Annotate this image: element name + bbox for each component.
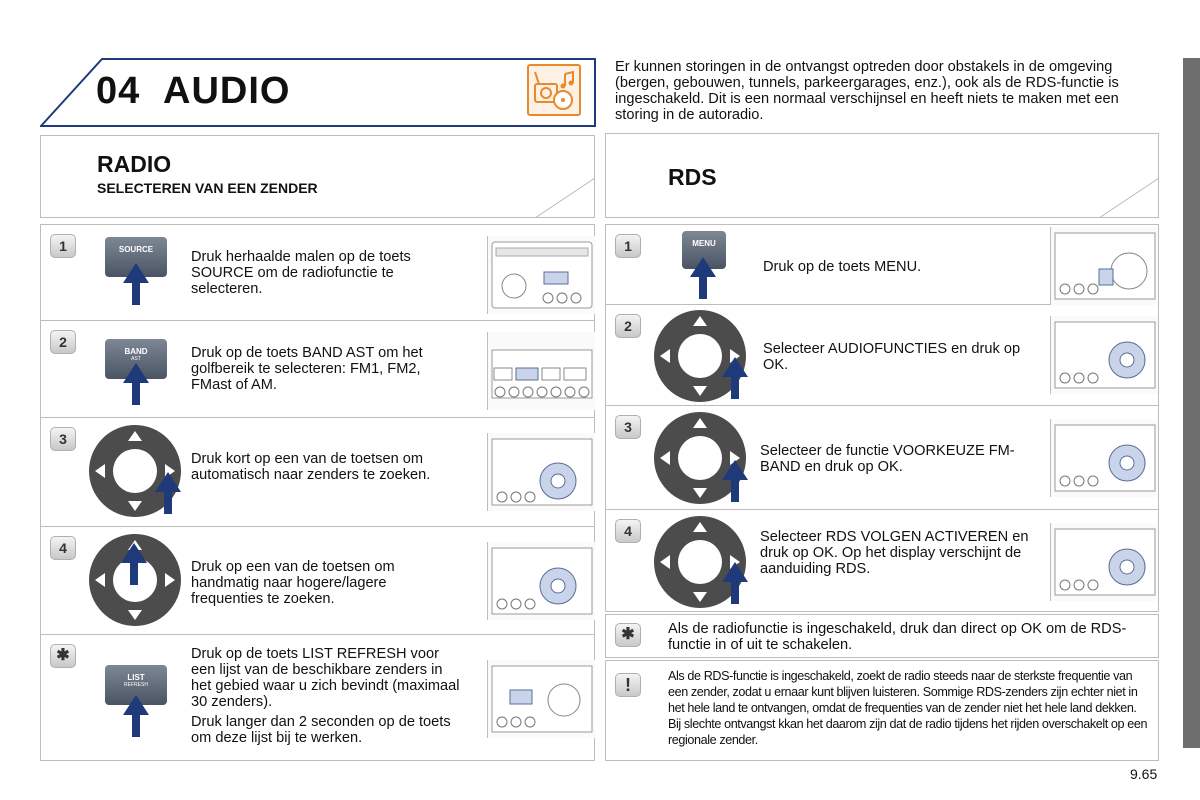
rds-step-3 [606, 406, 1158, 510]
source-key-illustration: SOURCE [105, 237, 167, 277]
step-number-badge: 2 [615, 314, 641, 338]
rds-warning-note [605, 660, 1159, 761]
rds-step-1 [606, 225, 1158, 305]
step-text-paragraph: Druk langer dan 2 seconden op de toets om deze lijst bij te werken. [191, 714, 451, 746]
radio-step-1 [41, 225, 594, 321]
audio-cd-radio-icon [527, 64, 581, 116]
step-number-badge: 3 [50, 427, 76, 451]
radio-panel-thumbnail [487, 660, 595, 738]
step-text: Selecteer AUDIOFUNCTIES en druk op OK. [763, 341, 1021, 373]
radio-step-list-refresh [41, 635, 594, 762]
press-arrow-icon [121, 361, 151, 407]
step-number-badge: 1 [615, 234, 641, 258]
press-arrow-icon [688, 255, 718, 301]
list-refresh-key-illustration: LIST REFRESH [105, 665, 167, 705]
radio-panel-thumbnail [1050, 419, 1158, 497]
press-arrow-icon [121, 693, 151, 739]
chapter-title: AUDIO [163, 70, 291, 112]
radio-steps [40, 224, 595, 761]
step-text: Druk op een van de toetsen om handmatig naar hogere/lagere frequenties te zoeken. [191, 559, 395, 607]
step-number-badge: 4 [50, 536, 76, 560]
radio-panel-thumbnail [487, 236, 595, 314]
radio-panel-thumbnail [1050, 316, 1158, 394]
press-arrow-icon [119, 541, 149, 587]
step-text: Druk op de toets MENU. [763, 259, 922, 275]
warning-exclamation-icon: ! [615, 673, 641, 697]
press-arrow-icon [121, 261, 151, 307]
rds-step-4 [606, 510, 1158, 613]
rds-tip-note [605, 614, 1159, 658]
press-arrow-icon [720, 560, 750, 606]
step-text: Druk kort op een van de toetsen om automatisch naar zenders te zoeken. [191, 451, 431, 483]
step-number-badge: 3 [615, 415, 641, 439]
step-text: Druk op de toets BAND AST om het golfbereik te selecteren: FM1, FM2, FMast of AM. [191, 345, 423, 393]
radio-subtitle: SELECTEREN VAN EEN ZENDER [97, 180, 318, 196]
radio-panel-thumbnail [1050, 523, 1158, 601]
page-fold-corner [1099, 178, 1159, 218]
page-number: 9.65 [1130, 766, 1158, 782]
step-text: Druk herhaalde malen op de toets SOURCE om de radiofunctie te selecteren. [191, 249, 411, 297]
step-text-paragraph: Druk op de toets LIST REFRESH voor een lijst van de beschikbare zenders in het gebied waar u zich bevindt (maximaal 30 zenders). [191, 646, 460, 710]
radio-panel-thumbnail [487, 433, 595, 511]
radio-step-3 [41, 418, 594, 527]
tip-icon: ✱ [615, 623, 641, 647]
step-number-badge: 4 [615, 519, 641, 543]
menu-key-illustration: MENU [682, 231, 726, 269]
chapter-side-tab [1183, 58, 1200, 748]
press-arrow-icon [720, 355, 750, 401]
warning-text: Als de RDS-functie is ingeschakeld, zoekt de radio steeds naar de sterkste frequentie van een zender, zodat u ernaar kunt blijven luisteren. Sommige RDS-zenders zijn echter niet in het hele land te ontvangen, omdat de frequenties van de zender niet het hele land dekken. Bij slechte ontvangst kkan het daarom zijn dat de radio tijdens het rijden overschakelt op een regionale zender. [668, 669, 1148, 747]
press-arrow-icon [153, 470, 183, 516]
intro-paragraph: Er kunnen storingen in de ontvangst optreden door obstakels in de omgeving (bergen, gebouwen, tunnels, parkeergarages, enz.), ook als de RDS-functie is ingeschakeld. Dit is een normaal verschijnsel en heeft niets te maken met een storing in de autoradio. [615, 59, 1119, 123]
step-number-badge: 1 [50, 234, 76, 258]
band-key-illustration: BAND AST [105, 339, 167, 379]
tip-icon: ✱ [50, 644, 76, 668]
rds-step-2 [606, 305, 1158, 406]
rds-steps [605, 224, 1159, 612]
radio-step-4 [41, 527, 594, 635]
rds-title: RDS [668, 164, 717, 190]
chapter-number: 04 [96, 70, 141, 112]
tip-text: Als de radiofunctie is ingeschakeld, druk dan direct op OK om de RDS-functie in of uit te schakelen. [668, 621, 1127, 653]
radio-panel-thumbnail [487, 332, 595, 410]
step-text: Selecteer RDS VOLGEN ACTIVEREN en druk op OK. Op het display verschijnt de aanduiding RDS. [760, 529, 1029, 577]
press-arrow-icon [720, 458, 750, 504]
radio-step-2 [41, 321, 594, 418]
radio-panel-thumbnail [487, 542, 595, 620]
step-text [191, 646, 461, 746]
radio-title: RADIO [97, 151, 172, 177]
step-text: Selecteer de functie VOORKEUZE FM-BAND en druk op OK. [760, 443, 1015, 475]
step-number-badge: 2 [50, 330, 76, 354]
radio-panel-thumbnail [1050, 227, 1158, 305]
page-fold-corner [535, 178, 595, 218]
